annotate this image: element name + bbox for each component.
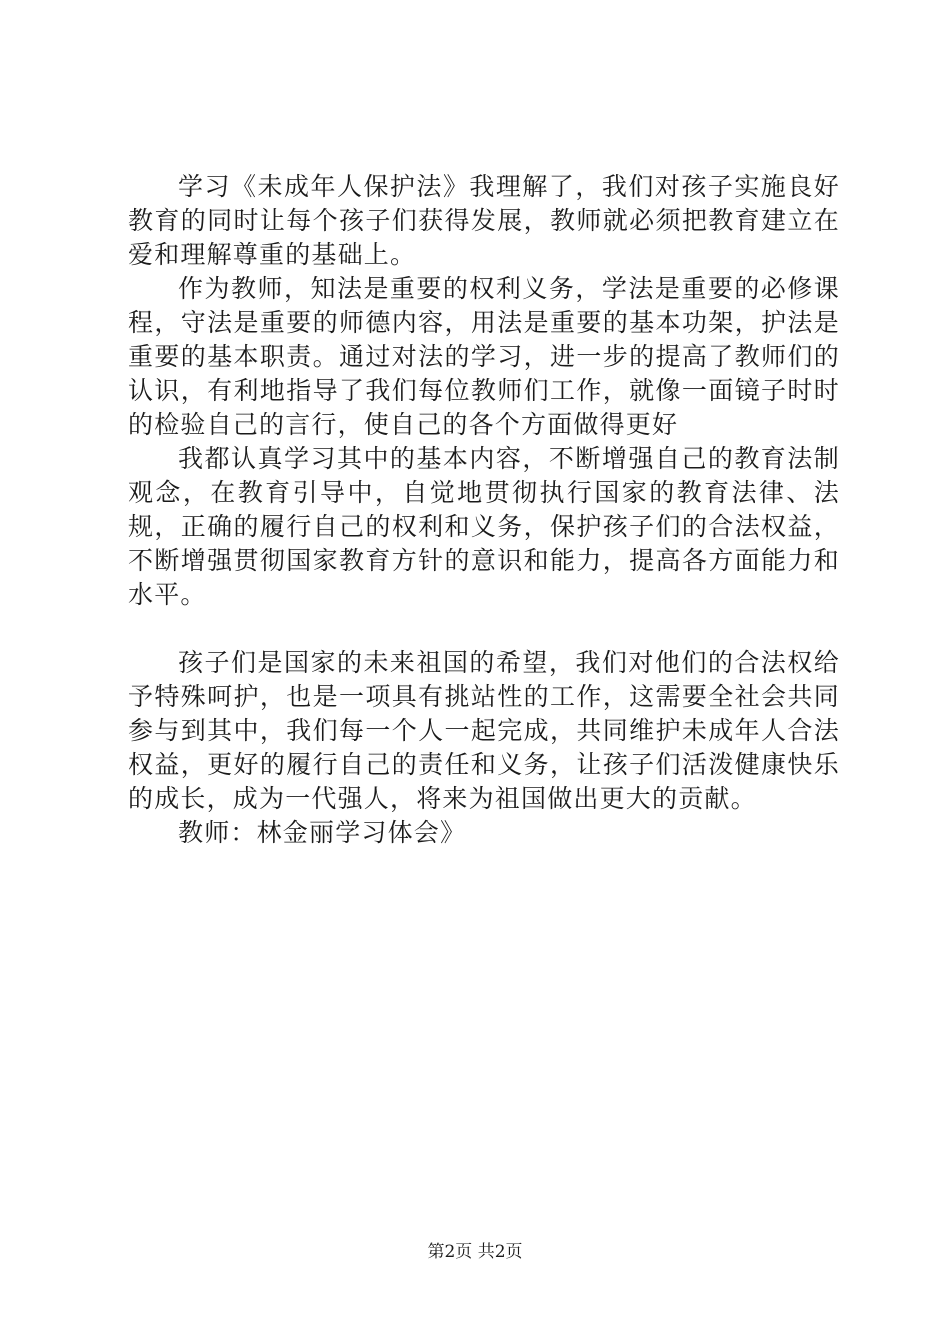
document-body [128, 170, 840, 850]
page-indicator: 第2页 共2页 [427, 1242, 523, 1262]
signature-line: 教师：林金丽学习体会》 [178, 818, 467, 847]
paragraph-study: 我都认真学习其中的基本内容，不断增强自己的教育法制观念，在教育引导中，自觉地贯彻执行国家的教育法律、法规，正确的履行自己的权利和义务，保护孩子们的合法权益，不断增强贯彻国家教育方针的意识和能力，提高各方面能力和水平。 [128, 444, 840, 609]
paragraph-children-future: 孩子们是国家的未来祖国的希望，我们对他们的合法权给予特殊呵护，也是一项具有挑站性的工作，这需要全社会共同参与到其中，我们每一个人一起完成，共同维护未成年人合法权益，更好的履行自己的责任和义务，让孩子们活泼健康快乐的成长，成为一代强人，将来为祖国做出更大的贡献。 [128, 648, 840, 813]
paragraph-spacer [128, 612, 840, 646]
paragraph-intro: 学习《未成年人保护法》我理解了，我们对孩子实施良好教育的同时让每个孩子们获得发展，教师就必须把教育建立在爱和理解尊重的基础上。 [128, 172, 840, 269]
paragraph-teacher-duty: 作为教师，知法是重要的权利义务，学法是重要的必修课程，守法是重要的师德内容，用法是重要的基本功架，护法是重要的基本职责。通过对法的学习，进一步的提高了教师们的认识，有利地指导了我们每位教师们工作，就像一面镜子时时的检验自己的言行，使自己的各个方面做得更好 [128, 274, 840, 439]
page-footer [0, 1241, 950, 1263]
